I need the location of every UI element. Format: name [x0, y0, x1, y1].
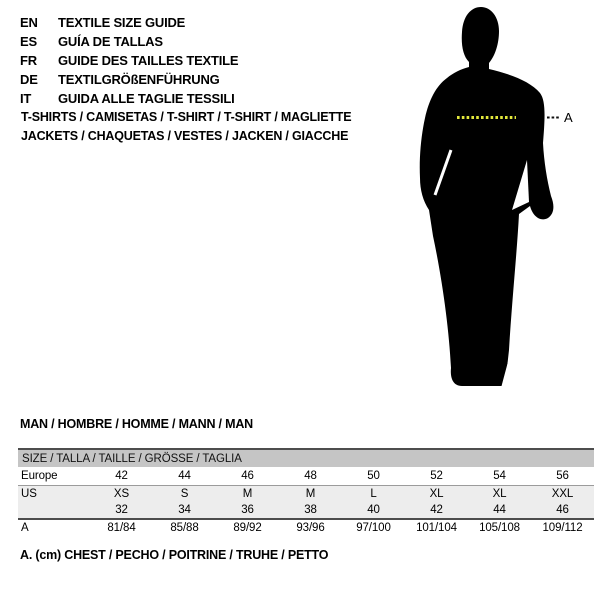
size-cell: 101/104 — [416, 522, 457, 534]
size-cell: 109/112 — [542, 522, 583, 534]
measurement-footnote: A. (cm) CHEST / PECHO / POITRINE / TRUHE / PETTO — [20, 548, 329, 562]
language-row — [20, 13, 238, 32]
language-label: GUIDE DES TAILLES TEXTILE — [58, 53, 239, 68]
size-cell: 32 — [115, 504, 128, 516]
language-row — [20, 51, 238, 70]
size-cell: 46 — [241, 470, 254, 482]
size-cell: M — [305, 488, 316, 500]
category-line-jackets: JACKETS / CHAQUETAS / VESTES / JACKEN / GIACCHE — [21, 129, 349, 143]
language-row — [20, 70, 238, 89]
language-code: DE — [20, 72, 38, 87]
row-label: US — [21, 488, 37, 500]
language-guide-list — [20, 13, 238, 108]
garment-category-lines — [21, 108, 351, 146]
size-cell: 85/88 — [170, 522, 199, 534]
size-cell: 54 — [493, 470, 506, 482]
size-cell: 46 — [556, 504, 569, 516]
size-cell: 38 — [304, 504, 317, 516]
size-cell: 50 — [367, 470, 380, 482]
language-code: IT — [20, 91, 32, 106]
size-cell: 44 — [178, 470, 191, 482]
size-cell: 42 — [115, 470, 128, 482]
section-title-man: MAN / HOMBRE / HOMME / MANN / MAN — [20, 417, 253, 431]
size-cell: XL — [429, 488, 444, 500]
language-code: EN — [20, 15, 38, 30]
size-cell: XXL — [551, 488, 574, 500]
size-cell: 36 — [241, 504, 254, 516]
row-label: Europe — [21, 470, 58, 482]
man-silhouette-figure — [395, 0, 600, 400]
language-row — [20, 89, 238, 108]
size-cell: 40 — [367, 504, 380, 516]
size-cell: 93/96 — [296, 522, 325, 534]
size-cell: L — [370, 488, 377, 500]
language-code: FR — [20, 53, 37, 68]
table-row-us — [18, 486, 594, 502]
size-cell: 97/100 — [356, 522, 391, 534]
size-cell: M — [242, 488, 253, 500]
man-silhouette — [420, 7, 554, 386]
size-cell: 81/84 — [107, 522, 136, 534]
category-line-tshirts: T-SHIRTS / CAMISETAS / T-SHIRT / T-SHIRT / MAGLIETTE — [21, 110, 352, 124]
size-cell: 89/92 — [233, 522, 262, 534]
size-cell: 42 — [430, 504, 443, 516]
size-cell: 56 — [556, 470, 569, 482]
size-cell: 34 — [178, 504, 191, 516]
language-label: GUÍA DE TALLAS — [58, 34, 163, 49]
table-row-europe — [18, 467, 594, 485]
size-cell: XL — [492, 488, 507, 500]
size-cell: XS — [113, 488, 130, 500]
size-cell: S — [180, 488, 189, 500]
language-label: TEXTILGRÖßENFÜHRUNG — [58, 72, 220, 87]
row-label: A — [21, 522, 29, 534]
measurement-label-a: A — [564, 110, 573, 125]
table-row-chest-cm — [18, 518, 594, 536]
size-cell: 48 — [304, 470, 317, 482]
size-table-header: SIZE / TALLA / TAILLE / GRÖSSE / TAGLIA — [18, 450, 594, 467]
size-cell: 44 — [493, 504, 506, 516]
language-code: ES — [20, 34, 37, 49]
language-label: TEXTILE SIZE GUIDE — [58, 15, 186, 30]
size-table — [18, 448, 594, 536]
size-cell: 105/108 — [479, 522, 520, 534]
table-row-alt-sizes — [18, 502, 594, 518]
language-label: GUIDA ALLE TAGLIE TESSILI — [58, 91, 235, 106]
language-row — [20, 32, 238, 51]
size-cell: 52 — [430, 470, 443, 482]
